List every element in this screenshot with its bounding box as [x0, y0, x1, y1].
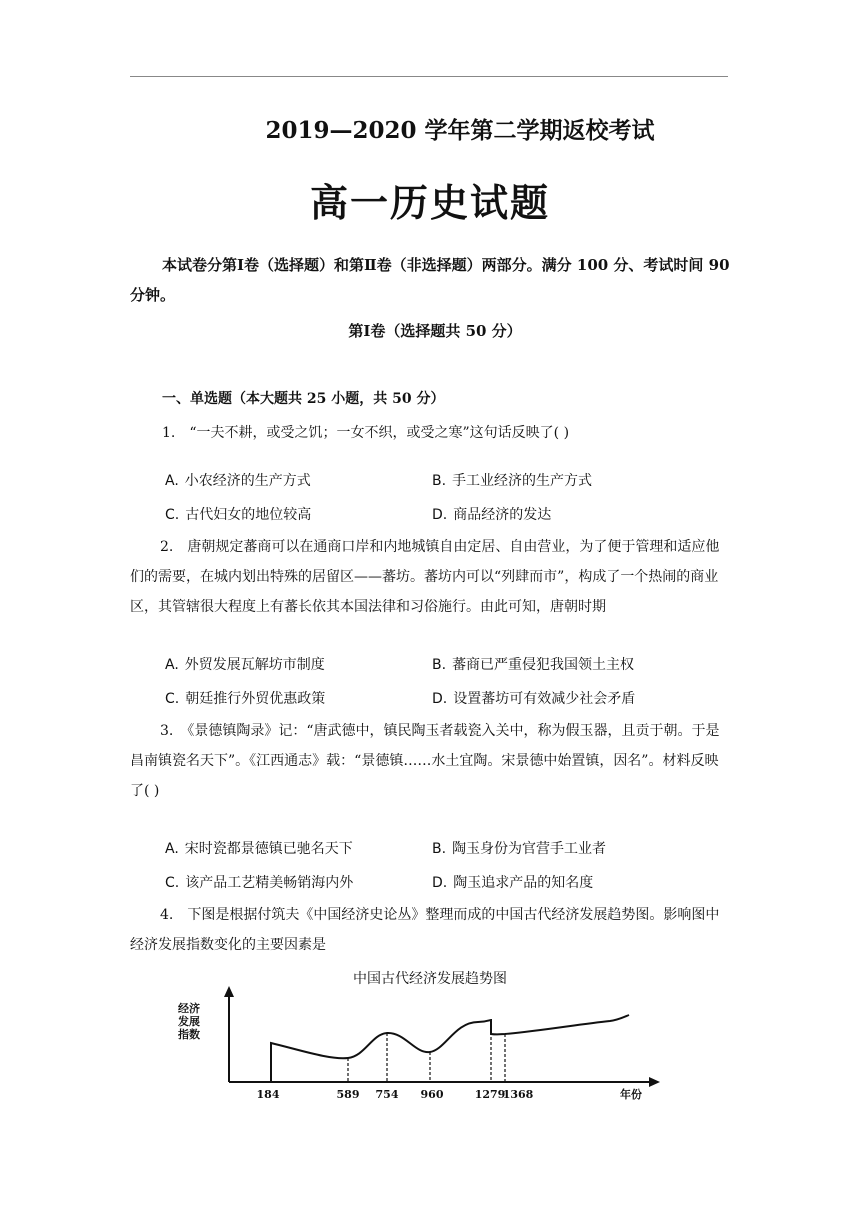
question-4-text: 4. 下图是根据付筑夫《中国经济史论丛》整理而成的中国古代经济发展趋势图。影响图中经济发展指数变化的主要因素是: [130, 907, 720, 953]
chart-title: 中国古代经济发展趋势图: [353, 971, 507, 987]
option-letter: C.: [165, 875, 180, 891]
option-text: 手工业经济的生产方式: [452, 473, 593, 489]
option-letter: D.: [432, 691, 448, 707]
option-text: 陶玉追求产品的知名度: [453, 875, 594, 891]
y-axis-label-line1: 经济: [178, 1002, 200, 1015]
option-letter: C.: [165, 507, 180, 523]
trend-line: [271, 1015, 629, 1082]
option-letter: A.: [165, 657, 179, 673]
option-letter: B.: [432, 473, 447, 489]
tick-label-754: 754: [375, 1088, 399, 1101]
y-axis-arrow: [224, 986, 234, 997]
page-title: 高一历史试题: [309, 180, 550, 225]
question-2-text: 2. 唐朝规定蕃商可以在通商口岸和内地城镇自由定居、自由营业，为了便于管理和适应他们的需要，在城内划出特殊的居留区——蕃坊。蕃坊内可以“列肆而市”，构成了一个热闹的商业区，其管辖很大程度上有蕃长依其本国法律和习俗施行。由此可知，唐朝时期: [130, 539, 720, 615]
option-letter: A.: [165, 841, 179, 857]
option-letter: A.: [165, 473, 179, 489]
option-text: 设置蕃坊可有效减少社会矛盾: [453, 691, 636, 707]
intro-text: 本试卷分第Ⅰ卷（选择题）和第Ⅱ卷（非选择题）两部分。满分 100 分、考试时间 90 分钟。: [130, 256, 730, 304]
y-axis-label-line3: 指数: [178, 1028, 200, 1041]
option-letter: B.: [432, 657, 447, 673]
tick-label-589: 589: [336, 1088, 360, 1101]
option-text: 蕃商已严重侵犯我国领土主权: [452, 657, 635, 673]
option-text: 商品经济的发达: [453, 507, 552, 523]
option-letter: D.: [432, 875, 448, 891]
question-3-text: 3. 《景德镇陶录》记：“唐武德中，镇民陶玉者载瓷入关中，称为假玉器，且贡于朝。于是昌南镇瓷名天下”。《江西通志》载：“景德镇……水土宜陶。宋景德中始置镇，因名”。材料反映了( ): [130, 723, 720, 799]
option-text: 外贸发展瓦解坊市制度: [184, 657, 325, 673]
exam-title: 2019—2020 学年第二学期返校考试: [265, 117, 655, 144]
part-title: 第Ⅰ卷（选择题共 50 分）: [348, 322, 522, 340]
option-letter: B.: [432, 841, 447, 857]
option-text: 该产品工艺精美畅销海内外: [185, 875, 354, 891]
x-axis-arrow: [649, 1077, 660, 1087]
tick-label-1279: 1279: [474, 1088, 506, 1101]
option-text: 古代妇女的地位较高: [185, 507, 312, 523]
x-axis-label: 年份: [620, 1088, 642, 1101]
tick-label-184: 184: [256, 1088, 280, 1101]
section-title: 一、单选题（本大题共 25 小题，共 50 分）: [162, 391, 445, 407]
option-text: 陶玉身份为官营手工业者: [452, 841, 607, 857]
option-text: 小农经济的生产方式: [184, 473, 311, 489]
option-letter: D.: [432, 507, 448, 523]
tick-label-960: 960: [420, 1088, 444, 1101]
y-axis-label-line2: 发展: [178, 1015, 200, 1028]
tick-label-1368: 1368: [502, 1088, 534, 1101]
option-letter: C.: [165, 691, 180, 707]
question-1-text: 1. “一夫不耕，或受之饥；一女不织，或受之寒”这句话反映了( ): [162, 425, 570, 441]
option-text: 朝廷推行外贸优惠政策: [185, 691, 326, 707]
option-text: 宋时瓷都景德镇已驰名天下: [184, 841, 353, 857]
